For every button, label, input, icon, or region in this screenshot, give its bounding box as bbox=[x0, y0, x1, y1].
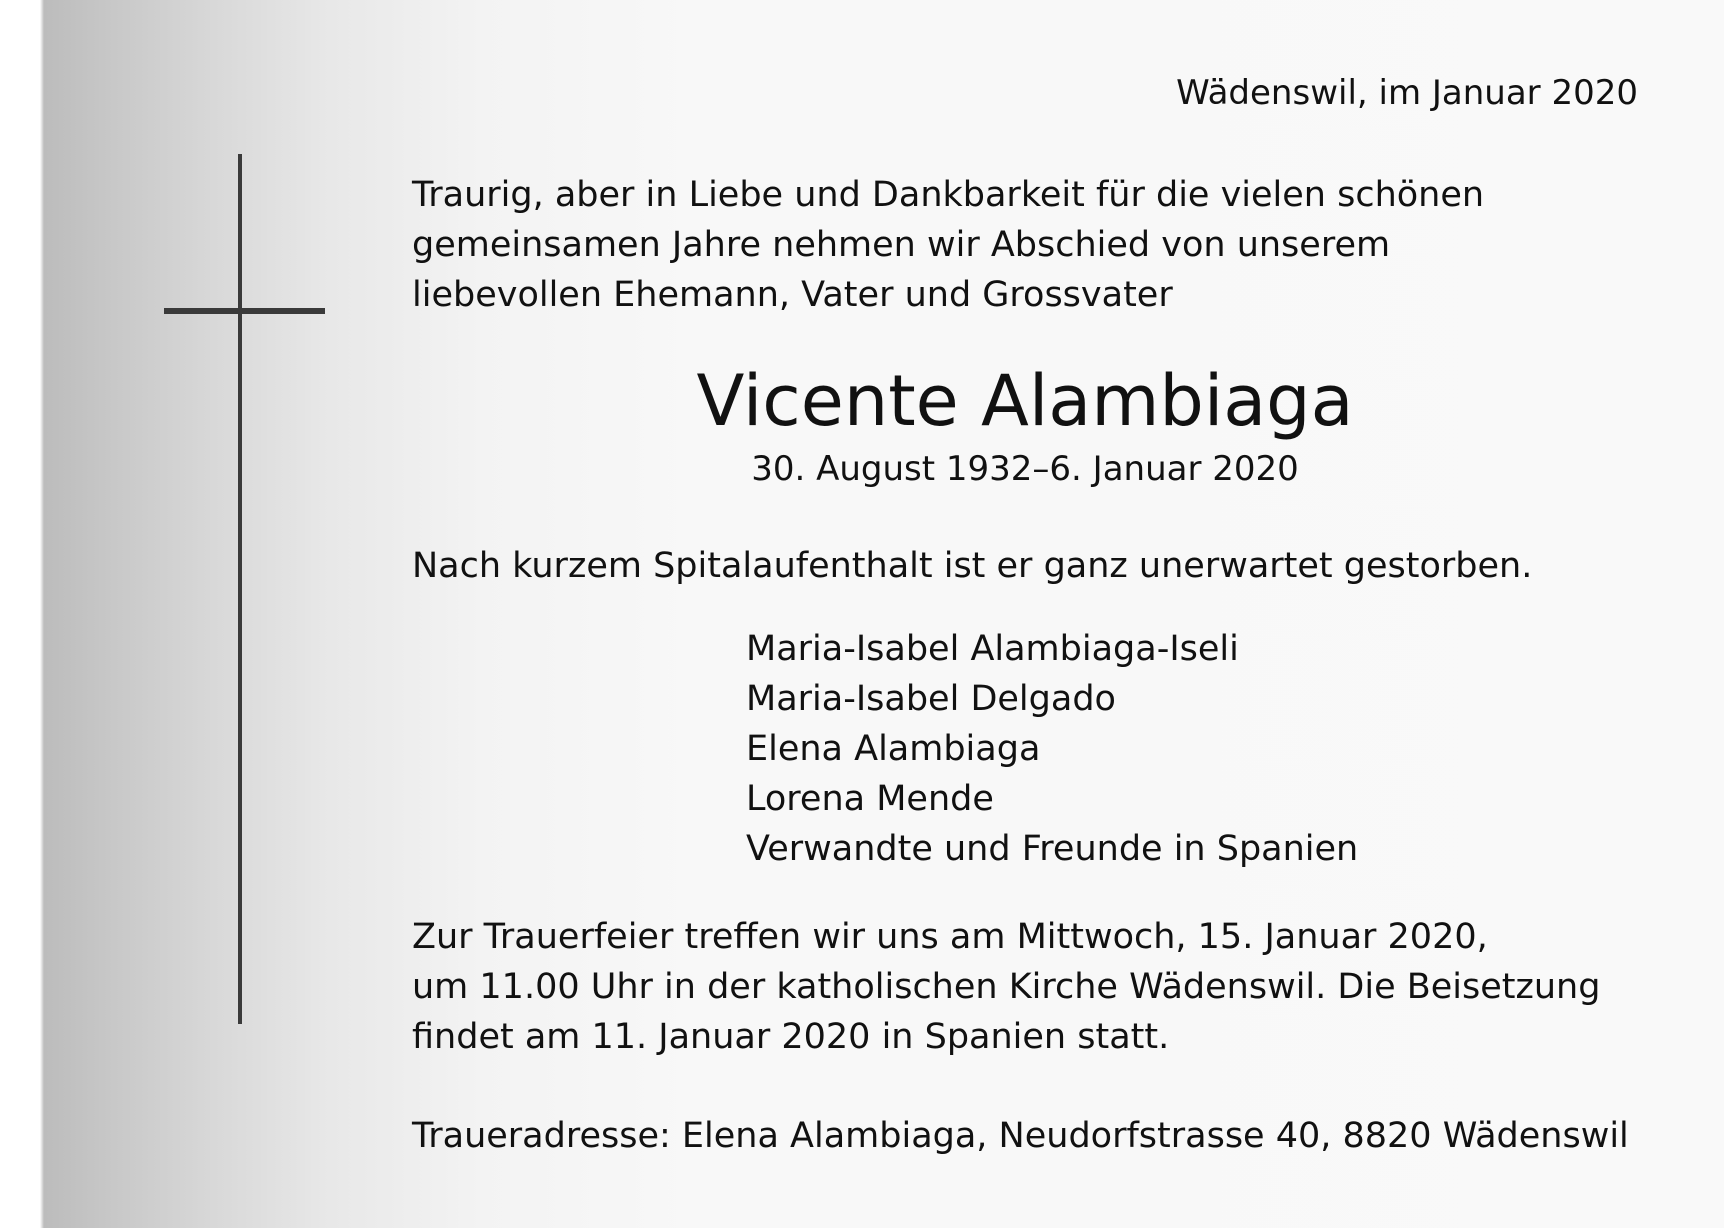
mourner-name: Elena Alambiaga bbox=[746, 729, 1041, 769]
funeral-line: um 11.00 Uhr in der katholischen Kirche Wädenswil. Die Beisetzung bbox=[412, 967, 1601, 1007]
funeral-details bbox=[412, 912, 1600, 1062]
life-dates: 30. August 1932–6. Januar 2020 bbox=[751, 449, 1299, 489]
intro-line: gemeinsamen Jahre nehmen wir Abschied von unserem bbox=[412, 225, 1391, 265]
mourner-name: Lorena Mende bbox=[746, 779, 994, 819]
funeral-line: Zur Trauerfeier treffen wir uns am Mittwoch, 15. Januar 2020, bbox=[412, 917, 1488, 957]
mourner-name: Verwandte und Freunde in Spanien bbox=[746, 829, 1359, 869]
deceased-name: Vicente Alambiaga bbox=[696, 360, 1354, 442]
funeral-line: findet am 11. Januar 2020 in Spanien statt. bbox=[412, 1017, 1170, 1057]
mourning-address: Traueradresse: Elena Alambiaga, Neudorfstrasse 40, 8820 Wädenswil bbox=[412, 1116, 1629, 1156]
mourner-name: Maria-Isabel Delgado bbox=[746, 679, 1116, 719]
cross-icon bbox=[238, 154, 242, 1024]
mourner-name: Maria-Isabel Alambiaga-Iseli bbox=[746, 629, 1239, 669]
intro-line: liebevollen Ehemann, Vater und Grossvater bbox=[412, 275, 1173, 315]
intro-line: Traurig, aber in Liebe und Dankbarkeit für die vielen schönen bbox=[412, 175, 1485, 215]
cross-crossbar bbox=[164, 308, 325, 314]
mourners-list bbox=[746, 624, 1358, 874]
intro-text bbox=[412, 170, 1484, 320]
place-date: Wädenswil, im Januar 2020 bbox=[1176, 73, 1638, 113]
death-note: Nach kurzem Spitalaufenthalt ist er ganz unerwartet gestorben. bbox=[412, 546, 1533, 586]
